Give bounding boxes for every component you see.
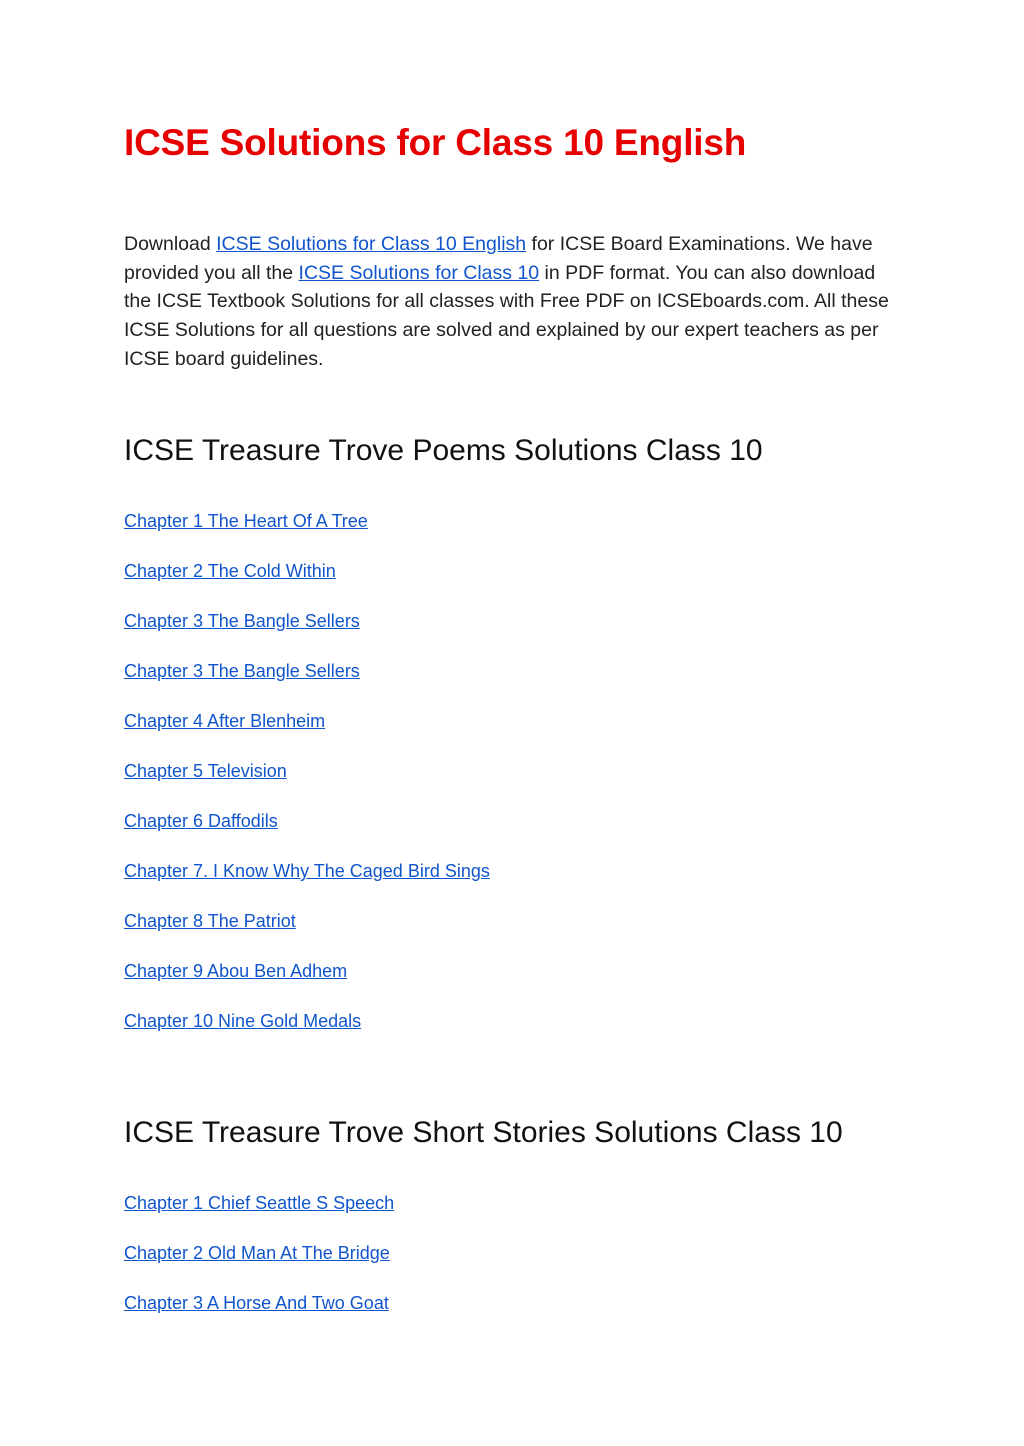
poem-chapter-link[interactable]: Chapter 2 The Cold Within — [124, 561, 336, 581]
poem-chapter-link[interactable]: Chapter 3 The Bangle Sellers — [124, 661, 360, 681]
story-chapter-link[interactable]: Chapter 2 Old Man At The Bridge — [124, 1243, 390, 1263]
poems-section-heading: ICSE Treasure Trove Poems Solutions Class 10 — [124, 434, 763, 467]
intro-text-3: in PDF format. You can also download the ICSE Textbook Solutions for all classes with Free PDF on ICSEboards.com. All these ICSE Solutions for all questions are solved and explained by our expert teachers as per ICSE board guidelines. — [124, 261, 889, 370]
poem-chapter-link[interactable]: Chapter 10 Nine Gold Medals — [124, 1011, 362, 1031]
list-item — [124, 859, 490, 909]
list-item — [124, 559, 490, 609]
stories-section-heading: ICSE Treasure Trove Short Stories Solutions Class 10 — [124, 1116, 843, 1149]
stories-chapter-list — [124, 1191, 394, 1341]
list-item — [124, 1009, 490, 1059]
poem-chapter-link[interactable]: Chapter 6 Daffodils — [124, 811, 278, 831]
intro-text-2: for ICSE Board Examinations. We have provided you all the — [124, 233, 873, 284]
list-item — [124, 959, 490, 1009]
list-item — [124, 1241, 394, 1291]
poem-chapter-link[interactable]: Chapter 5 Television — [124, 761, 287, 781]
class-10-solutions-link[interactable]: ICSE Solutions for Class 10 — [298, 261, 540, 284]
poem-chapter-link[interactable]: Chapter 4 After Blenheim — [124, 711, 326, 731]
class-10-english-link[interactable]: ICSE Solutions for Class 10 English — [216, 233, 527, 255]
poems-chapter-list — [124, 509, 490, 1059]
poem-chapter-link[interactable]: Chapter 7. I Know Why The Caged Bird Sings — [124, 861, 490, 881]
poem-chapter-link[interactable]: Chapter 3 The Bangle Sellers — [124, 611, 360, 631]
intro-text-1: Download — [124, 233, 217, 255]
list-item — [124, 1291, 394, 1341]
poem-chapter-link[interactable]: Chapter 8 The Patriot — [124, 911, 296, 931]
poem-chapter-link[interactable]: Chapter 1 The Heart Of A Tree — [124, 511, 368, 531]
list-item — [124, 659, 490, 709]
intro-paragraph — [124, 230, 904, 374]
story-chapter-link[interactable]: Chapter 1 Chief Seattle S Speech — [124, 1193, 395, 1213]
list-item — [124, 809, 490, 859]
list-item — [124, 909, 490, 959]
list-item — [124, 609, 490, 659]
list-item — [124, 759, 490, 809]
list-item — [124, 509, 490, 559]
story-chapter-link[interactable]: Chapter 3 A Horse And Two Goat — [124, 1293, 389, 1313]
list-item — [124, 1191, 394, 1241]
list-item — [124, 709, 490, 759]
poem-chapter-link[interactable]: Chapter 9 Abou Ben Adhem — [124, 961, 348, 981]
page-title: ICSE Solutions for Class 10 English — [124, 122, 747, 163]
